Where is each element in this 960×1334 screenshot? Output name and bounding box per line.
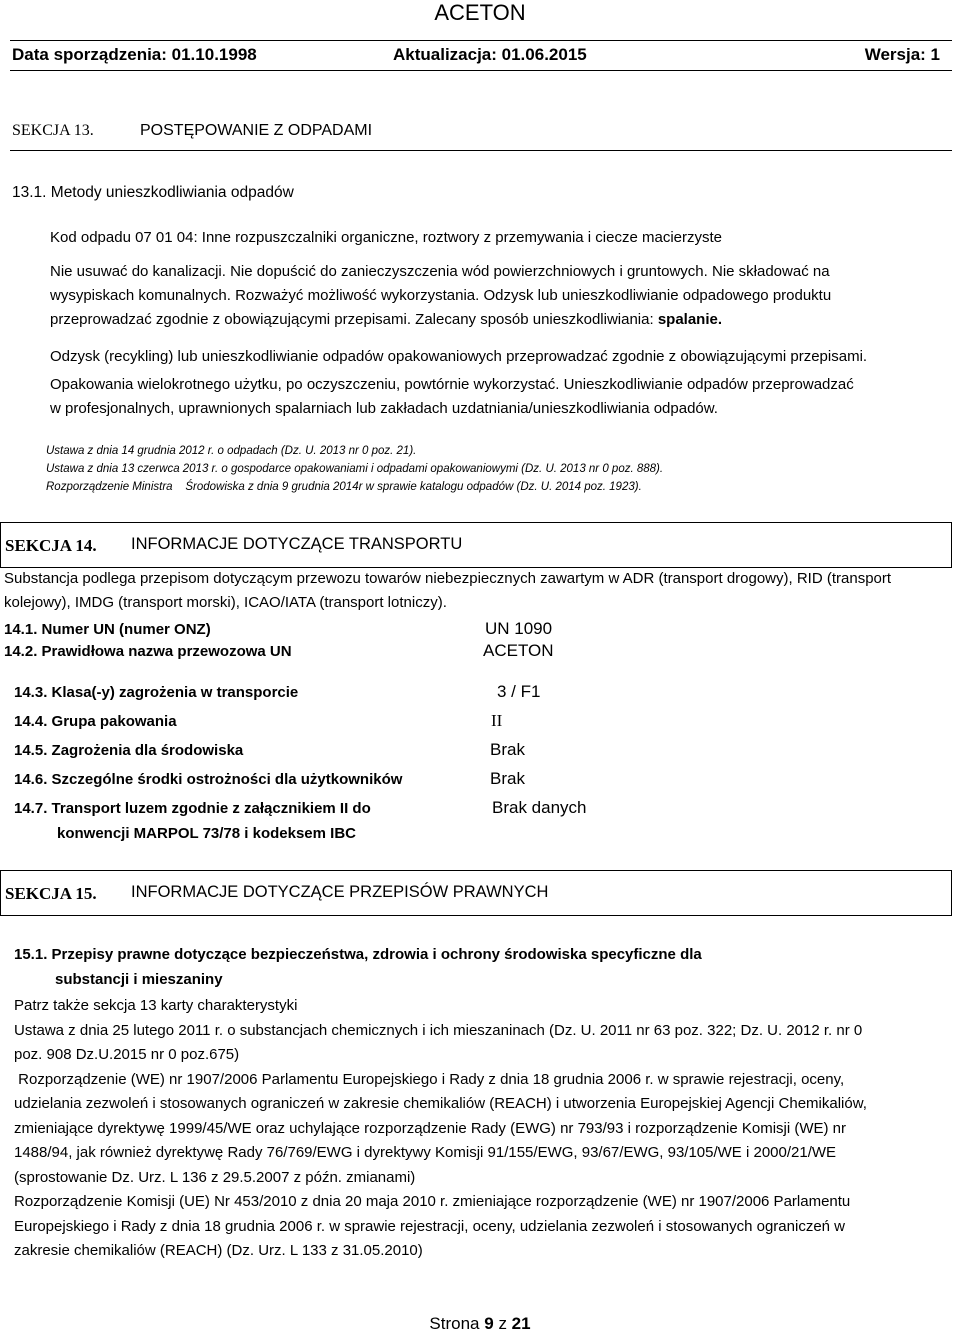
section-13-number: SEKCJA 13. xyxy=(12,122,94,139)
transport-label-un-number: 14.1. Numer UN (numer ONZ) xyxy=(4,621,211,638)
regulations-list: Patrz także sekcja 13 karty charakterystyki Ustawa z dnia 25 lutego 2011 r. o substancjach chemicznych i ich mieszaninach (Dz. U. 2011 nr 63 poz. 322; Dz. U. 2012 r. nr 0 poz. 908 Dz.U.2015 nr 0 poz.675) Rozporządzenie (WE) nr 1907/2006 Parlamentu Europejskiego i Rady z dnia 18 grudnia 2006 r. w sprawie rejestracji, oceny, udzielania zezwoleń i stosowanych ograniczeń w zakresie chemikaliów (REACH) i utworzenia Europejskiej Agencji Chemikaliów, zmieniające dyrektywę 1999/45/WE oraz uchylające rozporządzenie Rady (EWG) nr 793/93 i rozporządzenie Komisji (WE) nr 1488/94, jak również dyrektywę Rady 76/769/EWG i dyrektywy Komisji 91/155/EWG, 93/67/EWG, 93/105/WE i 2000/21/WE (sprostowanie Dz. Urz. L 136 z 29.5.2007 z późn. zmianami) Rozporządzenie Komisji (UE) Nr 453/2010 z dnia 20 maja 2010 r. zmieniające rozporządzenie (WE) nr 1907/2006 Parlamentu Europejskiego i Rady z dnia 18 grudnia 2006 r. w sprawie rejestracji, oceny, udzielania zezwoleń i stosowanych ograniczeń w zakresie chemikaliów (REACH) (Dz. Urz. L 133 z 31.05.2010) xyxy=(14,997,867,1259)
section-15-number: SEKCJA 15. xyxy=(5,884,97,903)
section-13-title: POSTĘPOWANIE Z ODPADAMI xyxy=(140,122,373,139)
section-14-title: INFORMACJE DOTYCZĄCE TRANSPORTU xyxy=(131,535,463,553)
disposal-method: spalanie. xyxy=(657,311,723,328)
date-updated: Aktualizacja: 01.06.2015 xyxy=(393,45,587,64)
header-rule-bottom xyxy=(10,70,952,71)
section-15-1-heading: 15.1. Przepisy prawne dotyczące bezpieczeństwa, zdrowia i ochrony środowiska specyficzne dla xyxy=(14,946,702,963)
transport-label-bulk: 14.7. Transport luzem zgodnie z załącznikiem II do xyxy=(14,800,371,817)
transport-value-un-number: UN 1090 xyxy=(485,619,553,638)
disposal-paragraph-2: Odzysk (recykling) lub unieszkodliwianie odpadów opakowaniowych przeprowadzać zgodnie z obowiązującymi przepisami. Opakowania wielokrotnego użytku, po oczyszczeniu, powtórnie wykorzystać. Unieszkodliwianie odpadów przeprowadzać w profesjonalnych, uprawnionych spalarniach lub zakładach uzdatniania/unieszkodliwiania odpadów. xyxy=(50,348,868,417)
transport-value-shipping-name: ACETON xyxy=(483,641,554,660)
section-13-1-heading: 13.1. Metody unieszkodliwiania odpadów xyxy=(12,184,294,201)
transport-label-precautions: 14.6. Szczególne środki ostrożności dla użytkowników xyxy=(14,771,403,788)
transport-value-environment: Brak xyxy=(490,740,525,759)
transport-value-precautions: Brak xyxy=(490,769,525,788)
waste-code: Kod odpadu 07 01 04: Inne rozpuszczalniki organiczne, roztwory z przemywania i ciecze macierzyste xyxy=(50,229,722,246)
legal-references: Ustawa z dnia 14 grudnia 2012 r. o odpadach (Dz. U. 2013 nr 0 poz. 21). Ustawa z dnia 13 czerwca 2013 r. o gospodarce opakowaniami i odpadami opakowaniowymi (Dz. U. 2013 nr 0 poz. 888). Rozporządzenie Ministra Środowiska z dnia 9 grudnia 2014r w sprawie katalogu odpadów (Dz. U. 2014 poz. 1923). xyxy=(46,445,664,493)
section-14-number: SEKCJA 14. xyxy=(5,536,97,555)
transport-value-hazard-class: 3 / F1 xyxy=(497,682,541,701)
section-13-rule xyxy=(10,150,952,151)
disposal-paragraph-1: Nie usuwać do kanalizacji. Nie dopuścić do zanieczyszczenia wód powierzchniowych i gruntowych. Nie składować na wysypiskach komunalnych. Rozważyć możliwość wykorzystania. Odzysk lub unieszkodliwianie odpadowego produktu przeprowadzać zgodnie z obowiązującymi przepisami. Zalecany sposób unieszkodliwiania: spalanie. xyxy=(50,263,832,328)
header-rule xyxy=(10,40,952,41)
section-15-title: INFORMACJE DOTYCZĄCE PRZEPISÓW PRAWNYCH xyxy=(131,883,549,901)
transport-label-hazard-class: 14.3. Klasa(-y) zagrożenia w transporcie xyxy=(14,684,299,701)
section-15-1-heading-line2: substancji i mieszaniny xyxy=(55,971,223,988)
document-title: ACETON xyxy=(434,0,526,25)
section-14-header xyxy=(0,522,952,568)
date-created: Data sporządzenia: 01.10.1998 xyxy=(12,45,257,64)
transport-label-bulk-line2: konwencji MARPOL 73/78 i kodeksem IBC xyxy=(57,825,356,842)
transport-value-bulk: Brak danych xyxy=(492,798,587,817)
transport-label-shipping-name: 14.2. Prawidłowa nazwa przewozowa UN xyxy=(4,643,292,660)
version: Wersja: 1 xyxy=(864,45,940,64)
page-number: Strona 9 z 21 xyxy=(429,1314,531,1333)
transport-intro: Substancja podlega przepisom dotyczącym przewozu towarów niebezpiecznych zawartym w ADR (transport drogowy), RID (transport kolejowy), IMDG (transport morski), ICAO/IATA (transport lotniczy). xyxy=(4,570,892,611)
transport-label-packing-group: 14.4. Grupa pakowania xyxy=(14,713,177,730)
transport-label-environment: 14.5. Zagrożenia dla środowiska xyxy=(14,742,244,759)
section-15-header xyxy=(0,870,952,916)
transport-value-packing-group: II xyxy=(491,711,503,730)
